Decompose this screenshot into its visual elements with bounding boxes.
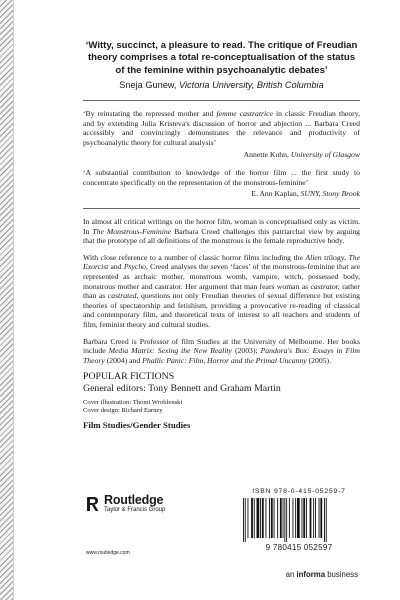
back-cover-content [83,40,360,430]
lead-quote-affiliation: Victoria University, British Columbia [179,80,324,91]
routledge-logo-icon [86,496,100,512]
review-quote-1: ‘By reinstating the repressed mother and femme castratrice in classic Freudian theory, and by extending Julia Kristeva's discussion of horror and abjection ... Barbara Creed accessibly and convincingly demonstrates the relevance and productivity of psychoanalytic theory for cultural analysis’ [83,109,361,147]
divider-rule [83,208,360,209]
series-info [83,372,360,394]
lead-quote: ‘Witty, succinct, a pleasure to read. The critique of Freudian theory comprises a total re-conceptualisation of the status of the feminine within psychoanalytic debates’ [85,40,358,76]
publisher-group: Taylor & Francis Group [104,507,166,513]
description-paragraph-1: In almost all critical writings on the horror film, woman is conceptualised only as victim. In The Monstrous-Feminine Barbara Creed challenges this patriarchal view by arguing that the prototype of all definitions of the monstrous is the female reproductive body. [83,216,361,246]
description-paragraph-2: With close reference to a number of classic horror films including the Alien trilogy, The Exorcist and Psycho, Creed analyses the seven ‘faces’ of the monstrous-feminine that are represented as archaic mother, monstrous womb, vampire, witch, possessed body, monstrous mother and castrator. Her argument that man fears woman as castrator, rather than as castrated, questions not only Freudian theories of sexual difference but existing theories of spectatorship and fetishism, providing a provocative re-reading of classical and contemporary film, and theoretical texts of interest to all teachers and students of film, feminist theory and cultural studies. [83,252,361,329]
author-bio: Barbara Creed is Professor of film Studies at the University of Melbourne. Her books include Media Matrix: Sexing the New Reality (2003); Pandora's Box: Essays in Film Theory (2004) and Phallic Panic: Film, Horror and the Primal Uncanny (2005). [83,336,360,365]
publisher-url: www.routledge.com [86,550,130,556]
cover-design-credit: Cover design: Richard Earney [83,407,163,415]
series-editors: General editors: Tony Bennett and Graham Martin [83,382,281,394]
barcode-digits: 9 780415 052597 [265,543,333,552]
spine-hatch-edge [0,0,14,600]
description-body [83,217,360,365]
divider-rule [83,100,360,101]
barcode-block [240,488,358,578]
subject-category: Film Studies/Gender Studies [83,420,191,431]
publisher-block [86,494,226,564]
review-quote-1-attribution: Annette Kuhn, University of Glasgow [243,149,360,159]
review-quote-2: ‘A substantial contribution to knowledge of the horror film ... the first study to concentrate specifically on the representation of the monstrous-feminine’ [83,168,360,187]
isbn-label: ISBN 978-0-415-05259-7 [252,488,346,495]
lead-quote-attribution [83,80,360,91]
informa-business-line: an informa business [285,570,358,579]
publisher-name: Routledge [104,493,164,507]
barcode-image [240,498,358,542]
review-quotes [83,109,360,199]
informa-brand: informa [296,570,326,579]
lead-quote-author: Sneja Gunew, [119,80,180,91]
cover-illustration-credit: Cover illustration: Thomi Wroblenski [83,399,183,407]
series-name: POPULAR FICTIONS [83,371,175,383]
cover-credits [83,399,360,415]
review-quote-2-attribution: E. Ann Kaplan, SUNY, Stony Brook [251,189,360,199]
